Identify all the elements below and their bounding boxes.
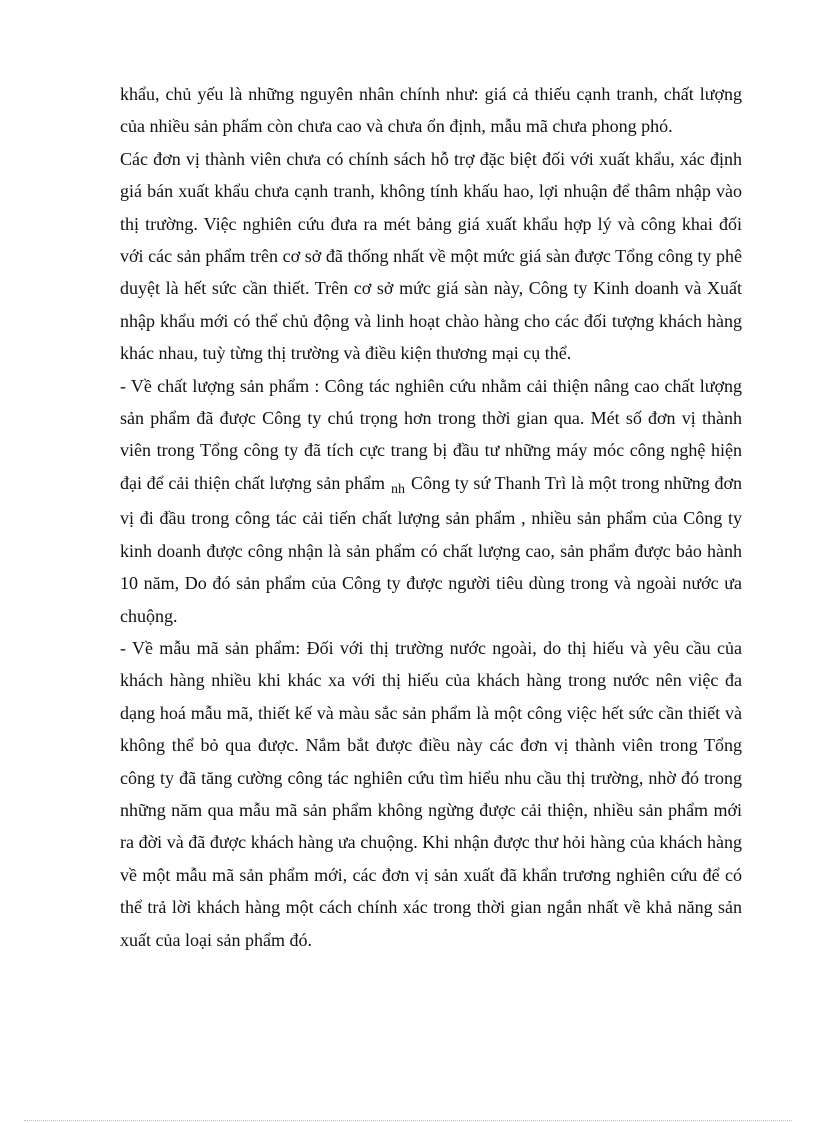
paragraph-member-units-pricing: Các đơn vị thành viên chưa có chính sách hỗ trợ đặc biệt đối với xuất khẩu, xác định giá bán xuất khẩu chưa cạnh tranh, không tính khấu hao, lợi nhuận để thâm nhập vào thị trường. Việc nghiên cứu đưa ra mét bảng giá xuất khẩu hợp lý và công khai đối với các sản phẩm trên cơ sở đã thống nhất về một mức giá sàn được Tổng công ty phê duyệt là hết sức cần thiết. Trên cơ sở mức giá sàn này, Công ty Kinh doanh và Xuất nhập khẩu mới có thể chủ động và linh hoạt chào hàng cho các đối tượng khách hàng khác nhau, tuỳ từng thị trường và điều kiện thương mại cụ thể. xyxy=(120,148,742,364)
paragraph-export-reasons: khẩu, chủ yếu là những nguyên nhân chính như: giá cả thiếu cạnh tranh, chất lượng của nhiều sản phẩm còn chưa cao và chưa ổn định, mẫu mã chưa phong phó. xyxy=(120,84,742,137)
paragraph-product-design: - Về mẫu mã sản phẩm: Đối với thị trường nước ngoài, do thị hiếu và yêu cầu của khách hàng nhiều khi khác xa với thị hiếu của khách hàng trong nước nên việc đa dạng hoá mẫu mã, thiết kế và màu sắc sản phẩm là một công việc hết sức cần thiết và không thể bỏ qua được. Nắm bắt được điều này các đơn vị thành viên trong Tổng công ty đã tăng cường công tác nghiên cứu tìm hiểu nhu cầu thị trường, nhờ đó trong những năm qua mẫu mã sản phẩm không ngừng được cải thiện, nhiều sản phẩm mới ra đời và đã được khách hàng ưa chuộng. Khi nhận được thư hỏi hàng của khách hàng về một mẫu mã sản phẩm mới, các đơn vị sản xuất đã khẩn trương nghiên cứu để có thể trả lời khách hàng một cách chính xác trong thời gian ngắn nhất về khả năng sản xuất của loại sản phẩm đó. xyxy=(120,637,742,950)
document-page xyxy=(120,78,742,956)
page-bottom-divider xyxy=(24,1120,792,1121)
quality-text-before: - Về chất lượng sản phẩm : Công tác nghiên cứu nhằm cải thiện nâng cao chất lượng sản phẩm đã được Công ty chú trọng hơn trong thời gian qua. Mét số đơn vị thành viên trong Tổng công ty đã tích cực trang bị đầu tư những máy móc công nghệ hiện đại để cải thiện chất lượng sản phẩm xyxy=(120,375,742,493)
paragraph-product-quality xyxy=(120,370,742,632)
quality-text-fragment: nh xyxy=(391,481,406,497)
quality-text-after: Công ty sứ Thanh Trì là một trong những đơn vị đi đầu trong công tác cải tiến chất lượng sản phẩm , nhiều sản phẩm của Công ty kinh doanh được công nhận là sản phẩm có chất lượng cao, sản phẩm được bảo hành 10 năm, Do đó sản phẩm của Công ty được người tiêu dùng trong và ngoài nước ưa chuộng. xyxy=(120,472,742,626)
